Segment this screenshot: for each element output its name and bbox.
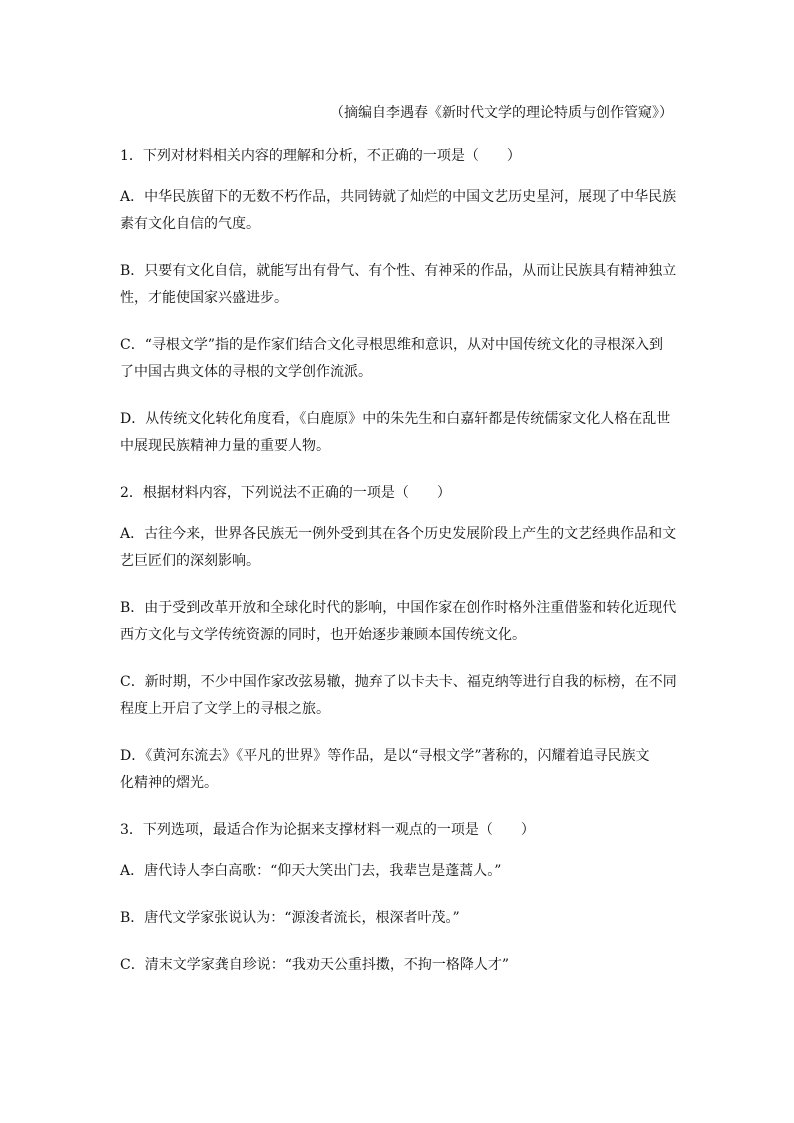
questions-container [120,143,678,999]
question-2-option-a [120,521,678,575]
question-1-option-d [120,406,678,460]
option-line: D．从传统文化转化角度看，《白鹿原》中的朱先生和白嘉轩都是传统儒家文化人格在乱世 [120,411,671,427]
option-line: C．清末文学家龚自珍说：“我劝天公重抖擞，不拘一格降人才” [120,957,510,973]
question-3-option-b [120,905,678,932]
option-line: 性，才能使国家兴盛进步。 [120,290,288,306]
source-citation: （摘编自李遇春《新时代文学的理论特质与创作管窥》） [330,105,673,121]
question-3-option-c [120,952,678,979]
option-line: 化精神的熠光。 [120,775,218,791]
question-2-option-b [120,595,678,649]
question-2-stem: 2．根据材料内容，下列说法不正确的一项是（ ） [120,485,451,501]
question-2-option-c [120,669,678,723]
option-line: C．新时期，不少中国作家改弦易辙，抛弃了以卡夫卡、福克纳等进行自我的标榜，在不同 [120,674,677,690]
option-line: B．由于受到改革开放和全球化时代的影响，中国作家在创作时格外注重借鉴和转化近现代 [120,600,677,616]
option-line: D．《黄河东流去》《平凡的世界》等作品，是以“寻根文学”著称的，闪耀着追寻民族文 [120,748,650,764]
option-line: B．唐代文学家张说认为：“源浚者流长，根深者叶茂。” [120,910,460,926]
option-line: A．中华民族留下的无数不朽作品，共同铸就了灿烂的中国文艺历史星河，展现了中华民族 [120,189,677,205]
question-1-option-b [120,258,678,312]
option-line: A．唐代诗人李白高歌：“仰天大笑出门去，我辈岂是蓬蒿人。” [120,863,502,879]
option-line: A．古往今来，世界各民族无一例外受到其在各个历史发展阶段上产生的文艺经典作品和文 [120,526,677,542]
question-1-option-a [120,184,678,238]
option-line: 中展现民族精神力量的重要人物。 [120,438,330,454]
option-line: C．“寻根文学”指的是作家们结合文化寻根思维和意识，从对中国传统文化的寻根深入到 [120,337,664,353]
question-3-stem: 3．下列选项，最适合作为论据来支撑材料一观点的一项是（ ） [120,822,535,838]
question-1-option-c [120,332,678,386]
question-2-option-d [120,743,678,797]
option-line: 了中国古典文体的寻根的文学创作流派。 [120,364,372,380]
option-line: 艺巨匠们的深刻影响。 [120,553,260,569]
option-line: B．只要有文化自信，就能写出有骨气、有个性、有神采的作品，从而让民族具有精神独立 [120,263,677,279]
option-line: 素有文化自信的气度。 [120,216,260,232]
question-1-stem: 1．下列对材料相关内容的理解和分析，不正确的一项是（ ） [120,148,521,164]
question-3-option-a [120,858,678,885]
option-line: 西方文化与文学传统资源的同时，也开始逐步兼顾本国传统文化。 [120,627,526,643]
option-line: 程度上开启了文学上的寻根之旅。 [120,701,330,717]
